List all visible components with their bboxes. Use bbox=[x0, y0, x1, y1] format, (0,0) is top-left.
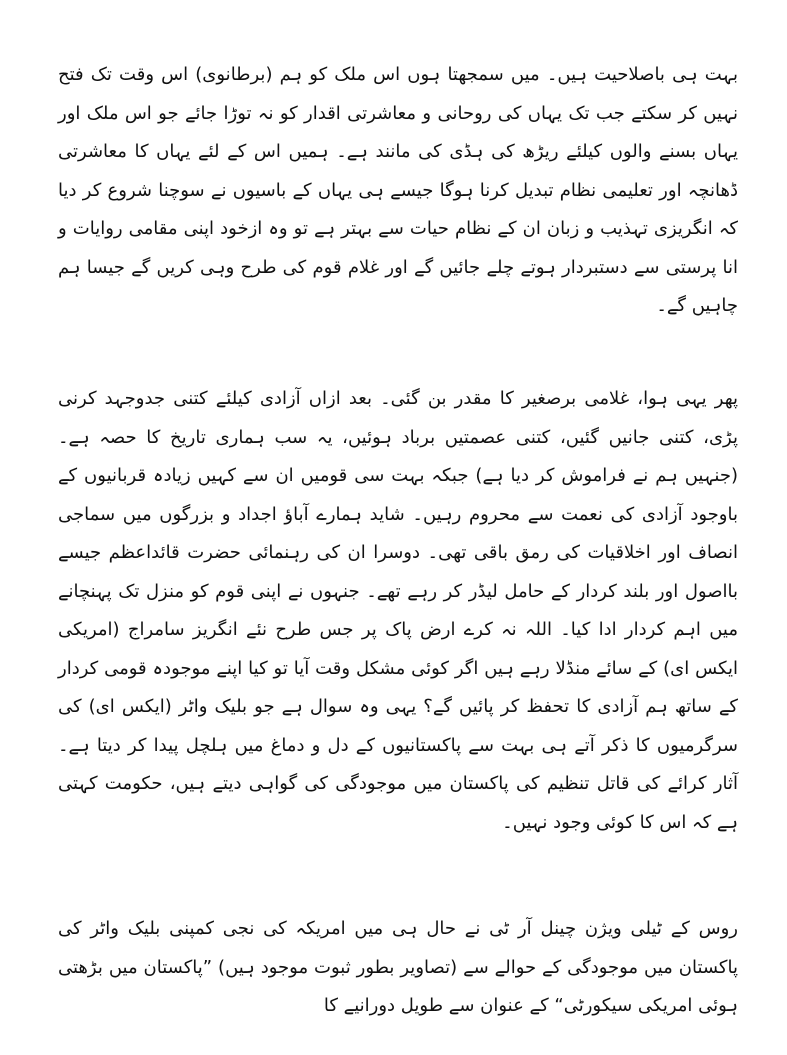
paragraph-3: روس کے ٹیلی ویژن چینل آر ٹی نے حال ہی میں امریکہ کی نجی کمپنی بلیک واٹر کی پاکستان میں موجودگی کے حوالے سے (تصاویر بطور ثبوت موجود ہیں) ”پاکستان میں بڑھتی ہوئی امریکی سیکورٹی“ کے عنوان سے طویل دورانیے کا bbox=[58, 918, 738, 1016]
paragraph-2: پھر یہی ہوا، غلامی برصغیر کا مقدر بن گئی۔ بعد ازاں آزادی کیلئے کتنی جدوجہد کرنی پڑی، کتنی جانیں گئیں، کتنی عصمتیں برباد ہوئیں، یہ سب ہماری تاریخ کا حصہ ہے۔ (جنہیں ہم نے فراموش کر دیا ہے) جبکہ بہت سی قومیں ان سے کہیں زیادہ قربانیوں کے باوجود آزادی کی نعمت سے محروم رہیں۔ شاید ہمارے آباؤ اجداد و بزرگوں میں سماجی انصاف اور اخلاقیات کی رمق باقی تھی۔ دوسرا ان کی رہنمائی حضرت قائداعظم جیسے بااصول اور بلند کردار کے حامل لیڈر کر رہے تھے۔ جنہوں نے اپنی قوم کو منزل تک پہنچانے میں اہم کردار ادا کیا۔ اللہ نہ کرے ارض پاک پر جس طرح نئے انگریز سامراج (امریکی ایکس ای) کے سائے منڈلا رہے ہیں اگر کوئی مشکل وقت آیا تو کیا اپنے موجودہ قومی کردار کے ساتھ ہم آزادی کا تحفظ کر پائیں گے؟ یہی وہ سوال ہے جو بلیک واٹر (ایکس ای) کی سرگرمیوں کا ذکر آتے ہی بہت سے پاکستانیوں کے دل و دماغ میں ہلچل پیدا کر دیتا ہے۔ آثار کرائے کی قاتل تنظیم کی پاکستان میں موجودگی کی گواہی دیتے ہیں، حکومت کہتی ہے کہ اس کا کوئی وجود نہیں۔ bbox=[58, 388, 738, 833]
paragraph-1: بہت ہی باصلاحیت ہیں۔ میں سمجھتا ہوں اس ملک کو ہم (برطانوی) اس وقت تک فتح نہیں کر سکتے جب تک یہاں کی روحانی و معاشرتی اقدار کو نہ توڑا جائے جو اس ملک اور یہاں بسنے والوں کیلئے ریڑھ کی ہڈی کی مانند ہے۔ ہمیں اس کے لئے یہاں کا معاشرتی ڈھانچہ اور تعلیمی نظام تبدیل کرنا ہوگا جیسے ہی یہاں کے باسیوں نے سوچنا شروع کر دیا کہ انگریزی تہذیب و زبان ان کے نظام حیات سے بہتر ہے تو وہ ازخود اپنی مقامی روایات و انا پرستی سے دستبردار ہوتے چلے جائیں گے اور غلام قوم کی طرح وہی کریں گے جیسا ہم چاہیں گے۔ bbox=[58, 64, 738, 316]
